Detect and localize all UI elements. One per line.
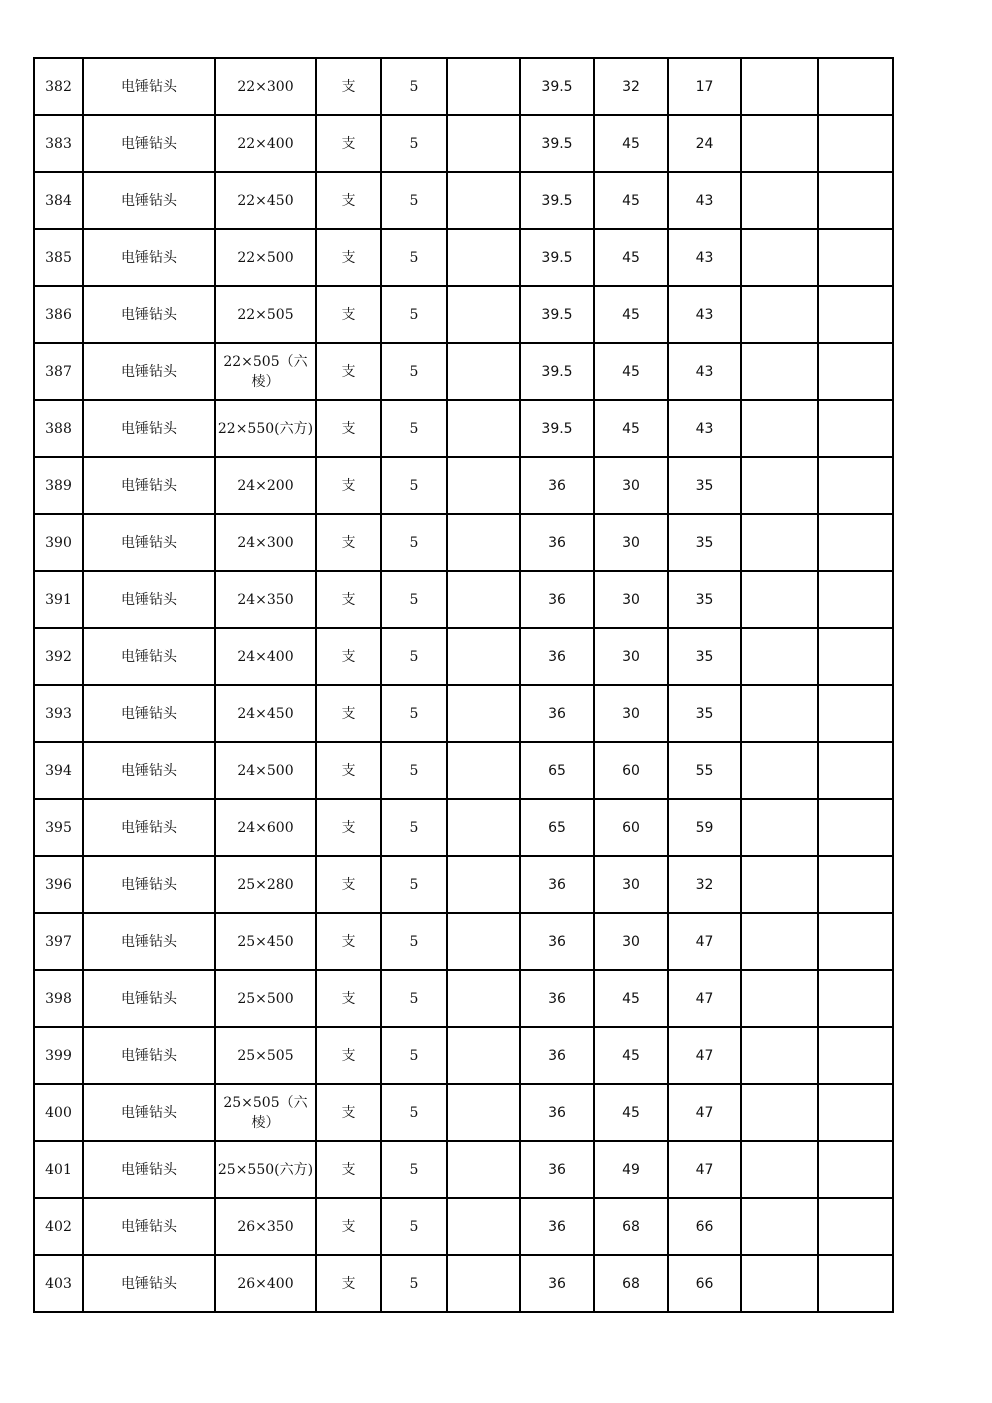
spec-cell: 25×450 bbox=[215, 913, 316, 970]
spec-cell: 22×505 bbox=[215, 286, 316, 343]
quantity-cell: 5 bbox=[381, 913, 447, 970]
row-number-cell: 382 bbox=[34, 58, 83, 115]
spec-cell: 24×600 bbox=[215, 799, 316, 856]
unit-cell: 支 bbox=[316, 685, 381, 742]
spec-cell: 24×450 bbox=[215, 685, 316, 742]
item-name-cell: 电锤钻头 bbox=[83, 1255, 215, 1312]
price-1-cell: 36 bbox=[520, 571, 594, 628]
empty-cell bbox=[447, 1255, 520, 1312]
price-3-cell: 43 bbox=[668, 400, 741, 457]
empty-cell bbox=[818, 970, 893, 1027]
price-1-cell: 65 bbox=[520, 742, 594, 799]
price-1-cell: 39.5 bbox=[520, 115, 594, 172]
table-row bbox=[34, 1141, 893, 1198]
quantity-cell: 5 bbox=[381, 571, 447, 628]
item-name-cell: 电锤钻头 bbox=[83, 856, 215, 913]
spec-cell: 24×300 bbox=[215, 514, 316, 571]
empty-cell bbox=[741, 799, 818, 856]
table-row bbox=[34, 457, 893, 514]
empty-cell bbox=[818, 1084, 893, 1141]
unit-cell: 支 bbox=[316, 571, 381, 628]
empty-cell bbox=[818, 172, 893, 229]
row-number-cell: 395 bbox=[34, 799, 83, 856]
empty-cell bbox=[741, 514, 818, 571]
item-name-cell: 电锤钻头 bbox=[83, 742, 215, 799]
spec-cell: 25×280 bbox=[215, 856, 316, 913]
price-1-cell: 36 bbox=[520, 514, 594, 571]
price-2-cell: 45 bbox=[594, 115, 668, 172]
price-3-cell: 35 bbox=[668, 628, 741, 685]
item-name-cell: 电锤钻头 bbox=[83, 913, 215, 970]
row-number-cell: 387 bbox=[34, 343, 83, 400]
empty-cell bbox=[818, 685, 893, 742]
unit-cell: 支 bbox=[316, 172, 381, 229]
price-2-cell: 68 bbox=[594, 1198, 668, 1255]
table-row bbox=[34, 286, 893, 343]
quantity-cell: 5 bbox=[381, 628, 447, 685]
empty-cell bbox=[818, 1255, 893, 1312]
empty-cell bbox=[447, 628, 520, 685]
row-number-cell: 393 bbox=[34, 685, 83, 742]
row-number-cell: 396 bbox=[34, 856, 83, 913]
empty-cell bbox=[741, 970, 818, 1027]
spec-cell: 22×505（六棱） bbox=[215, 343, 316, 400]
price-1-cell: 36 bbox=[520, 856, 594, 913]
price-2-cell: 30 bbox=[594, 856, 668, 913]
spec-cell: 24×200 bbox=[215, 457, 316, 514]
price-3-cell: 35 bbox=[668, 457, 741, 514]
table-row bbox=[34, 343, 893, 400]
empty-cell bbox=[741, 571, 818, 628]
empty-cell bbox=[447, 1141, 520, 1198]
table-row bbox=[34, 1255, 893, 1312]
unit-cell: 支 bbox=[316, 1027, 381, 1084]
item-name-cell: 电锤钻头 bbox=[83, 514, 215, 571]
quantity-cell: 5 bbox=[381, 514, 447, 571]
spec-cell: 22×300 bbox=[215, 58, 316, 115]
spec-cell: 22×400 bbox=[215, 115, 316, 172]
price-3-cell: 47 bbox=[668, 1084, 741, 1141]
item-name-cell: 电锤钻头 bbox=[83, 343, 215, 400]
empty-cell bbox=[818, 286, 893, 343]
empty-cell bbox=[447, 799, 520, 856]
spec-cell: 24×350 bbox=[215, 571, 316, 628]
empty-cell bbox=[447, 685, 520, 742]
spec-cell: 24×500 bbox=[215, 742, 316, 799]
item-name-cell: 电锤钻头 bbox=[83, 685, 215, 742]
row-number-cell: 392 bbox=[34, 628, 83, 685]
table-row bbox=[34, 400, 893, 457]
spec-cell: 25×505 bbox=[215, 1027, 316, 1084]
empty-cell bbox=[741, 856, 818, 913]
quantity-cell: 5 bbox=[381, 742, 447, 799]
price-1-cell: 39.5 bbox=[520, 229, 594, 286]
price-1-cell: 65 bbox=[520, 799, 594, 856]
table-body bbox=[34, 58, 893, 1312]
row-number-cell: 399 bbox=[34, 1027, 83, 1084]
quantity-cell: 5 bbox=[381, 286, 447, 343]
empty-cell bbox=[818, 58, 893, 115]
price-2-cell: 30 bbox=[594, 514, 668, 571]
empty-cell bbox=[818, 628, 893, 685]
table-row bbox=[34, 685, 893, 742]
unit-cell: 支 bbox=[316, 628, 381, 685]
empty-cell bbox=[741, 286, 818, 343]
row-number-cell: 401 bbox=[34, 1141, 83, 1198]
price-3-cell: 32 bbox=[668, 856, 741, 913]
price-2-cell: 49 bbox=[594, 1141, 668, 1198]
empty-cell bbox=[818, 457, 893, 514]
empty-cell bbox=[447, 58, 520, 115]
table-row bbox=[34, 1084, 893, 1141]
empty-cell bbox=[447, 457, 520, 514]
unit-cell: 支 bbox=[316, 400, 381, 457]
empty-cell bbox=[741, 1027, 818, 1084]
table-row bbox=[34, 172, 893, 229]
item-name-cell: 电锤钻头 bbox=[83, 1084, 215, 1141]
row-number-cell: 403 bbox=[34, 1255, 83, 1312]
row-number-cell: 383 bbox=[34, 115, 83, 172]
price-3-cell: 35 bbox=[668, 685, 741, 742]
unit-cell: 支 bbox=[316, 970, 381, 1027]
price-3-cell: 35 bbox=[668, 514, 741, 571]
quantity-cell: 5 bbox=[381, 343, 447, 400]
price-3-cell: 43 bbox=[668, 172, 741, 229]
price-2-cell: 45 bbox=[594, 400, 668, 457]
empty-cell bbox=[741, 343, 818, 400]
row-number-cell: 389 bbox=[34, 457, 83, 514]
unit-cell: 支 bbox=[316, 1255, 381, 1312]
empty-cell bbox=[818, 1027, 893, 1084]
spec-cell: 26×400 bbox=[215, 1255, 316, 1312]
price-2-cell: 30 bbox=[594, 457, 668, 514]
row-number-cell: 384 bbox=[34, 172, 83, 229]
table-row bbox=[34, 913, 893, 970]
price-2-cell: 45 bbox=[594, 229, 668, 286]
empty-cell bbox=[741, 172, 818, 229]
quantity-cell: 5 bbox=[381, 685, 447, 742]
price-3-cell: 24 bbox=[668, 115, 741, 172]
price-1-cell: 36 bbox=[520, 1141, 594, 1198]
quantity-cell: 5 bbox=[381, 970, 447, 1027]
empty-cell bbox=[818, 913, 893, 970]
unit-cell: 支 bbox=[316, 115, 381, 172]
price-3-cell: 47 bbox=[668, 1027, 741, 1084]
empty-cell bbox=[447, 400, 520, 457]
price-2-cell: 45 bbox=[594, 286, 668, 343]
price-3-cell: 66 bbox=[668, 1198, 741, 1255]
quantity-cell: 5 bbox=[381, 115, 447, 172]
price-3-cell: 47 bbox=[668, 1141, 741, 1198]
empty-cell bbox=[447, 115, 520, 172]
item-name-cell: 电锤钻头 bbox=[83, 457, 215, 514]
table-row bbox=[34, 799, 893, 856]
price-1-cell: 36 bbox=[520, 1027, 594, 1084]
price-3-cell: 47 bbox=[668, 970, 741, 1027]
price-1-cell: 36 bbox=[520, 970, 594, 1027]
price-2-cell: 45 bbox=[594, 1084, 668, 1141]
table-row bbox=[34, 970, 893, 1027]
empty-cell bbox=[741, 457, 818, 514]
quantity-cell: 5 bbox=[381, 1084, 447, 1141]
empty-cell bbox=[741, 913, 818, 970]
empty-cell bbox=[447, 1084, 520, 1141]
spec-cell: 25×505（六棱） bbox=[215, 1084, 316, 1141]
row-number-cell: 386 bbox=[34, 286, 83, 343]
unit-cell: 支 bbox=[316, 286, 381, 343]
empty-cell bbox=[447, 856, 520, 913]
empty-cell bbox=[741, 1084, 818, 1141]
spec-cell: 22×550(六方) bbox=[215, 400, 316, 457]
item-name-cell: 电锤钻头 bbox=[83, 1141, 215, 1198]
unit-cell: 支 bbox=[316, 58, 381, 115]
price-2-cell: 30 bbox=[594, 571, 668, 628]
item-name-cell: 电锤钻头 bbox=[83, 1027, 215, 1084]
spec-cell: 25×500 bbox=[215, 970, 316, 1027]
table-row bbox=[34, 856, 893, 913]
table-row bbox=[34, 1027, 893, 1084]
row-number-cell: 391 bbox=[34, 571, 83, 628]
price-2-cell: 30 bbox=[594, 685, 668, 742]
price-1-cell: 39.5 bbox=[520, 400, 594, 457]
spec-cell: 26×350 bbox=[215, 1198, 316, 1255]
empty-cell bbox=[447, 571, 520, 628]
empty-cell bbox=[447, 286, 520, 343]
item-name-cell: 电锤钻头 bbox=[83, 286, 215, 343]
price-1-cell: 39.5 bbox=[520, 58, 594, 115]
quantity-cell: 5 bbox=[381, 1141, 447, 1198]
unit-cell: 支 bbox=[316, 742, 381, 799]
price-1-cell: 36 bbox=[520, 457, 594, 514]
row-number-cell: 390 bbox=[34, 514, 83, 571]
price-2-cell: 30 bbox=[594, 628, 668, 685]
spec-cell: 25×550(六方) bbox=[215, 1141, 316, 1198]
empty-cell bbox=[741, 115, 818, 172]
row-number-cell: 402 bbox=[34, 1198, 83, 1255]
price-3-cell: 17 bbox=[668, 58, 741, 115]
item-name-cell: 电锤钻头 bbox=[83, 628, 215, 685]
item-name-cell: 电锤钻头 bbox=[83, 400, 215, 457]
price-3-cell: 43 bbox=[668, 343, 741, 400]
price-2-cell: 30 bbox=[594, 913, 668, 970]
price-3-cell: 55 bbox=[668, 742, 741, 799]
empty-cell bbox=[447, 913, 520, 970]
row-number-cell: 400 bbox=[34, 1084, 83, 1141]
unit-cell: 支 bbox=[316, 1084, 381, 1141]
empty-cell bbox=[741, 229, 818, 286]
price-3-cell: 66 bbox=[668, 1255, 741, 1312]
row-number-cell: 388 bbox=[34, 400, 83, 457]
price-2-cell: 45 bbox=[594, 172, 668, 229]
unit-cell: 支 bbox=[316, 1141, 381, 1198]
unit-cell: 支 bbox=[316, 856, 381, 913]
quantity-cell: 5 bbox=[381, 1027, 447, 1084]
item-name-cell: 电锤钻头 bbox=[83, 571, 215, 628]
empty-cell bbox=[447, 172, 520, 229]
empty-cell bbox=[818, 229, 893, 286]
empty-cell bbox=[818, 343, 893, 400]
empty-cell bbox=[741, 400, 818, 457]
row-number-cell: 394 bbox=[34, 742, 83, 799]
empty-cell bbox=[818, 1141, 893, 1198]
quantity-cell: 5 bbox=[381, 229, 447, 286]
quantity-cell: 5 bbox=[381, 58, 447, 115]
unit-cell: 支 bbox=[316, 457, 381, 514]
price-2-cell: 68 bbox=[594, 1255, 668, 1312]
empty-cell bbox=[447, 514, 520, 571]
price-3-cell: 47 bbox=[668, 913, 741, 970]
item-name-cell: 电锤钻头 bbox=[83, 1198, 215, 1255]
row-number-cell: 385 bbox=[34, 229, 83, 286]
empty-cell bbox=[447, 1027, 520, 1084]
price-1-cell: 36 bbox=[520, 685, 594, 742]
spec-cell: 22×450 bbox=[215, 172, 316, 229]
item-name-cell: 电锤钻头 bbox=[83, 229, 215, 286]
price-1-cell: 39.5 bbox=[520, 172, 594, 229]
table-row bbox=[34, 742, 893, 799]
empty-cell bbox=[741, 685, 818, 742]
quantity-cell: 5 bbox=[381, 856, 447, 913]
empty-cell bbox=[818, 514, 893, 571]
empty-cell bbox=[818, 400, 893, 457]
price-1-cell: 39.5 bbox=[520, 343, 594, 400]
quantity-cell: 5 bbox=[381, 1198, 447, 1255]
quantity-cell: 5 bbox=[381, 799, 447, 856]
price-1-cell: 36 bbox=[520, 1198, 594, 1255]
unit-cell: 支 bbox=[316, 799, 381, 856]
unit-cell: 支 bbox=[316, 343, 381, 400]
quantity-cell: 5 bbox=[381, 172, 447, 229]
price-2-cell: 60 bbox=[594, 742, 668, 799]
price-3-cell: 43 bbox=[668, 229, 741, 286]
price-2-cell: 60 bbox=[594, 799, 668, 856]
price-table bbox=[33, 57, 894, 1313]
table-row bbox=[34, 571, 893, 628]
item-name-cell: 电锤钻头 bbox=[83, 172, 215, 229]
row-number-cell: 397 bbox=[34, 913, 83, 970]
empty-cell bbox=[818, 799, 893, 856]
empty-cell bbox=[818, 1198, 893, 1255]
table-row bbox=[34, 1198, 893, 1255]
item-name-cell: 电锤钻头 bbox=[83, 58, 215, 115]
empty-cell bbox=[447, 742, 520, 799]
price-2-cell: 45 bbox=[594, 1027, 668, 1084]
empty-cell bbox=[741, 1255, 818, 1312]
price-2-cell: 32 bbox=[594, 58, 668, 115]
price-1-cell: 36 bbox=[520, 913, 594, 970]
unit-cell: 支 bbox=[316, 514, 381, 571]
empty-cell bbox=[447, 229, 520, 286]
row-number-cell: 398 bbox=[34, 970, 83, 1027]
price-3-cell: 35 bbox=[668, 571, 741, 628]
item-name-cell: 电锤钻头 bbox=[83, 115, 215, 172]
spec-cell: 22×500 bbox=[215, 229, 316, 286]
item-name-cell: 电锤钻头 bbox=[83, 799, 215, 856]
quantity-cell: 5 bbox=[381, 1255, 447, 1312]
table-row bbox=[34, 514, 893, 571]
empty-cell bbox=[741, 58, 818, 115]
table-row bbox=[34, 229, 893, 286]
empty-cell bbox=[741, 742, 818, 799]
price-2-cell: 45 bbox=[594, 970, 668, 1027]
price-2-cell: 45 bbox=[594, 343, 668, 400]
empty-cell bbox=[741, 1141, 818, 1198]
empty-cell bbox=[741, 1198, 818, 1255]
empty-cell bbox=[447, 1198, 520, 1255]
price-1-cell: 39.5 bbox=[520, 286, 594, 343]
empty-cell bbox=[447, 970, 520, 1027]
price-1-cell: 36 bbox=[520, 1084, 594, 1141]
unit-cell: 支 bbox=[316, 1198, 381, 1255]
price-1-cell: 36 bbox=[520, 628, 594, 685]
table-row bbox=[34, 58, 893, 115]
price-3-cell: 59 bbox=[668, 799, 741, 856]
table-row bbox=[34, 115, 893, 172]
unit-cell: 支 bbox=[316, 913, 381, 970]
price-3-cell: 43 bbox=[668, 286, 741, 343]
quantity-cell: 5 bbox=[381, 457, 447, 514]
empty-cell bbox=[741, 628, 818, 685]
empty-cell bbox=[818, 571, 893, 628]
quantity-cell: 5 bbox=[381, 400, 447, 457]
empty-cell bbox=[818, 115, 893, 172]
table-row bbox=[34, 628, 893, 685]
spec-cell: 24×400 bbox=[215, 628, 316, 685]
item-name-cell: 电锤钻头 bbox=[83, 970, 215, 1027]
price-1-cell: 36 bbox=[520, 1255, 594, 1312]
unit-cell: 支 bbox=[316, 229, 381, 286]
empty-cell bbox=[818, 856, 893, 913]
empty-cell bbox=[818, 742, 893, 799]
empty-cell bbox=[447, 343, 520, 400]
